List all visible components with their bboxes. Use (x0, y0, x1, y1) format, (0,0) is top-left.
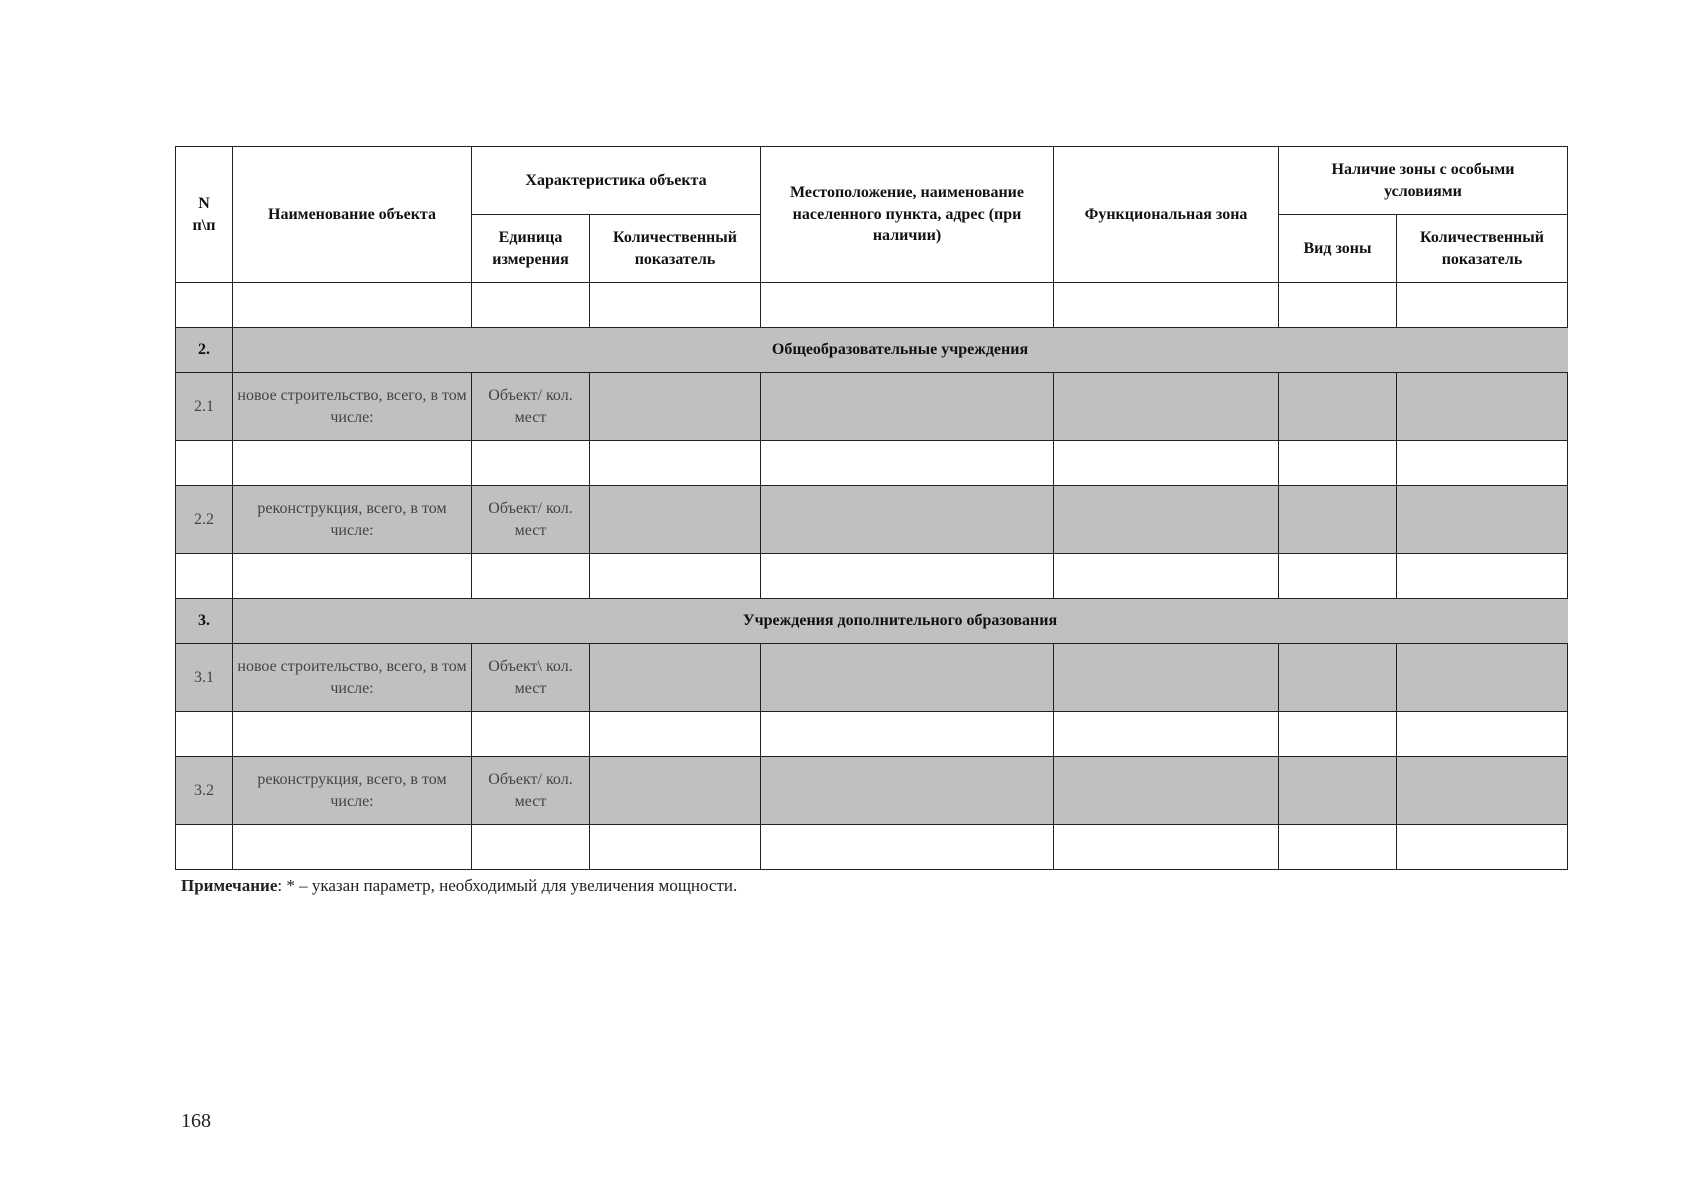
table-row (176, 757, 1568, 825)
header-characteristic: Характеристика объекта (472, 147, 761, 215)
header-func-zone: Функциональная зона (1054, 147, 1279, 283)
table-row (176, 283, 1568, 328)
table-row (176, 712, 1568, 757)
row-unit: Объект/ кол. мест (472, 373, 590, 441)
header-num (176, 147, 233, 283)
table-row (176, 441, 1568, 486)
row-unit: Объект/ кол. мест (472, 486, 590, 554)
row-number: 3.2 (176, 757, 233, 825)
header-row-1 (176, 147, 1568, 215)
header-num-text: N п\п (192, 194, 216, 234)
row-number: 3.1 (176, 644, 233, 712)
footnote-label: Примечание (181, 876, 278, 895)
table-row (176, 825, 1568, 870)
row-number: 2.1 (176, 373, 233, 441)
section-title: Общеобразовательные учреждения (233, 328, 1568, 373)
row-unit: Объект\ кол. мест (472, 644, 590, 712)
section-row (176, 328, 1568, 373)
header-unit: Единица измерения (472, 215, 590, 283)
row-number: 2.2 (176, 486, 233, 554)
section-number: 3. (176, 599, 233, 644)
header-quantity: Количественный показатель (590, 215, 761, 283)
header-location: Местоположение, наименование населенного пункта, адрес (при наличии) (761, 147, 1054, 283)
footnote-text: : * – указан параметр, необходимый для увеличения мощности. (277, 876, 738, 895)
row-name: реконструкция, всего, в том числе: (233, 757, 472, 825)
table-row (176, 373, 1568, 441)
section-title: Учреждения дополнительного образования (233, 599, 1568, 644)
section-number: 2. (176, 328, 233, 373)
table-row (176, 554, 1568, 599)
page-number: 168 (181, 1110, 211, 1132)
row-name: новое строительство, всего, в том числе: (233, 373, 472, 441)
row-name: новое строительство, всего, в том числе: (233, 644, 472, 712)
header-zone-quantity: Количественный показатель (1397, 215, 1568, 283)
row-unit: Объект/ кол. мест (472, 757, 590, 825)
header-name: Наименование объекта (233, 147, 472, 283)
table-row (176, 486, 1568, 554)
header-zone-type: Вид зоны (1279, 215, 1397, 283)
footnote (181, 876, 737, 896)
table-row (176, 644, 1568, 712)
objects-table (175, 146, 1568, 870)
row-name: реконструкция, всего, в том числе: (233, 486, 472, 554)
header-special-zone: Наличие зоны с особыми условиями (1279, 147, 1568, 215)
section-row (176, 599, 1568, 644)
